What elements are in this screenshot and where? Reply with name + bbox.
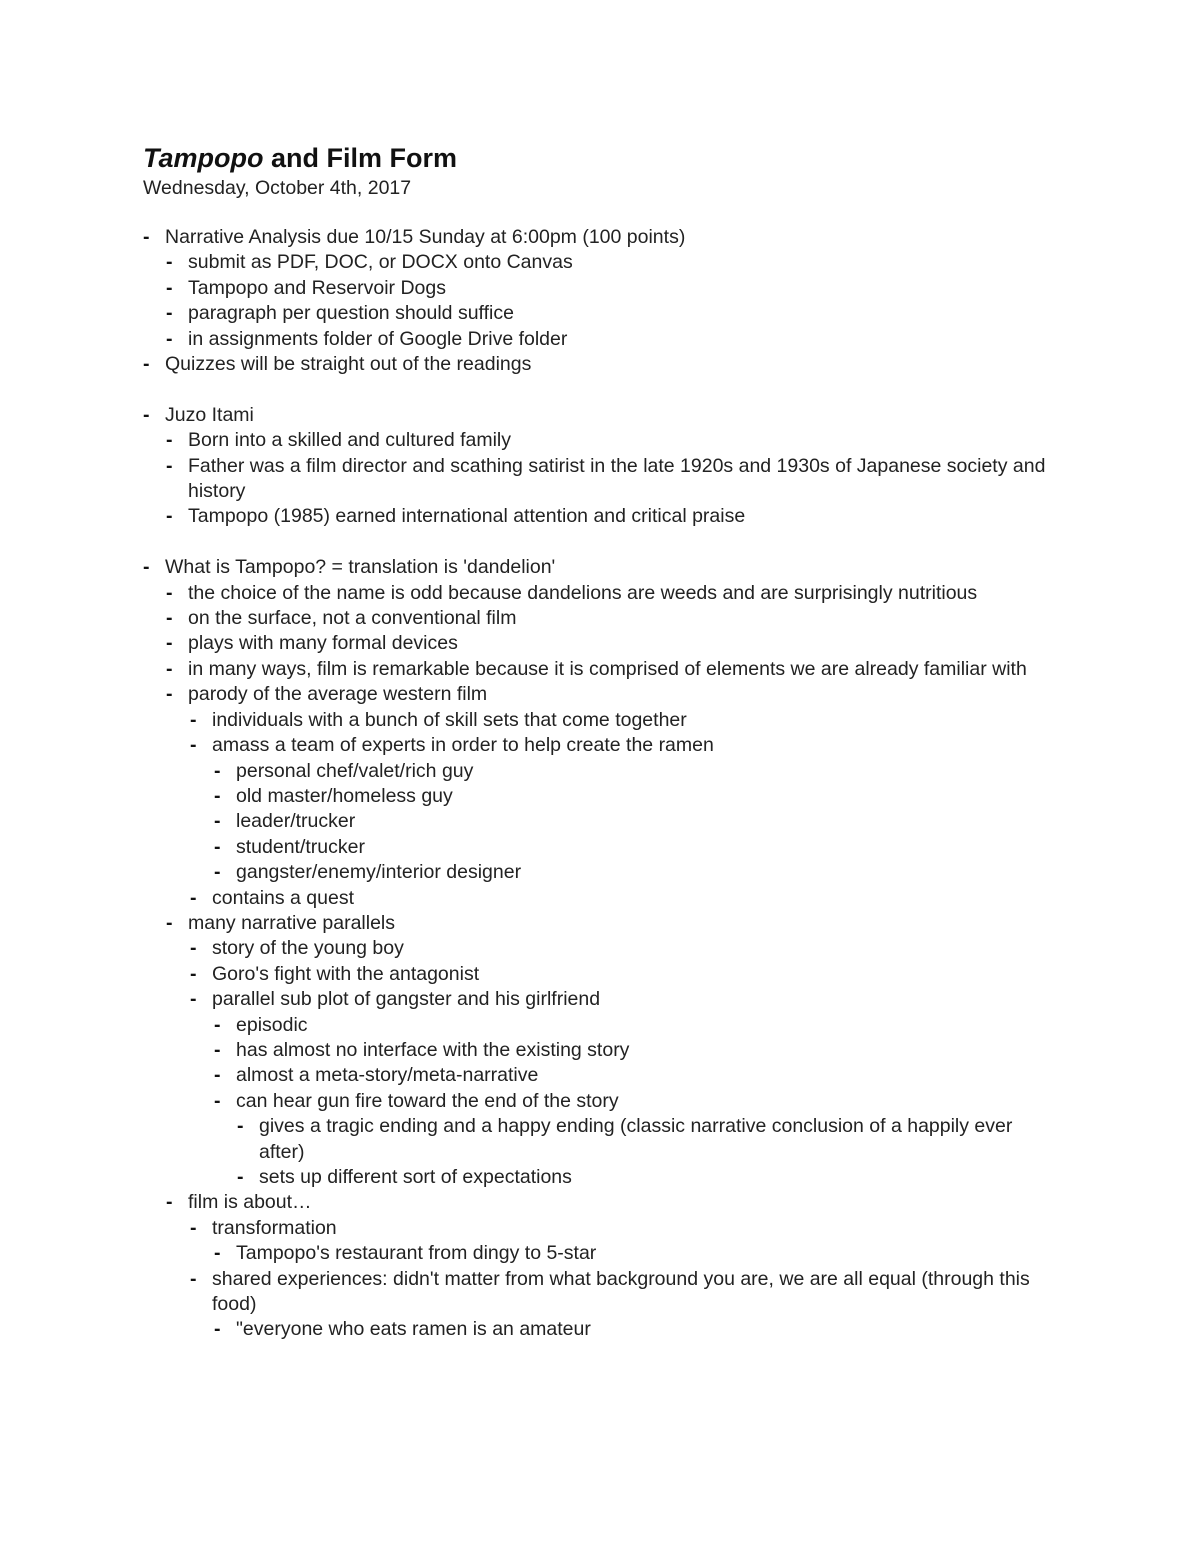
note-item-level-3 (214, 759, 1063, 784)
note-item-text: in assignments folder of Google Drive folder (188, 327, 568, 350)
note-item-text: What is Tampopo? = translation is 'dandelion' (165, 556, 556, 579)
note-item-level-1 (166, 301, 1063, 326)
note-item-text: plays with many formal devices (188, 632, 458, 655)
note-item-text: Goro's fight with the antagonist (212, 962, 480, 985)
bullet-dash-icon: - (166, 581, 173, 604)
note-item-level-4 (237, 1165, 1063, 1190)
note-item-text: Juzo Itami (165, 403, 254, 426)
note-item-level-2 (190, 936, 1063, 961)
note-item-text: Tampopo and Reservoir Dogs (188, 276, 446, 299)
note-item-level-0 (143, 352, 1063, 377)
note-item-level-4 (237, 1114, 1063, 1165)
note-item-level-3 (214, 1038, 1063, 1063)
note-item-text: Narrative Analysis due 10/15 Sunday at 6:00pm (100 points) (165, 226, 686, 248)
note-item-level-2 (190, 708, 1063, 733)
bullet-dash-icon: - (143, 353, 150, 376)
note-item-text: the choice of the name is odd because dandelions are weeds and are surprisingly nutritious (188, 581, 978, 604)
notes-list (143, 225, 1063, 1343)
note-item-text: Born into a skilled and cultured family (188, 429, 511, 452)
note-item-level-2 (190, 962, 1063, 987)
bullet-dash-icon: - (190, 988, 197, 1011)
note-item-level-2 (190, 733, 1063, 758)
bullet-dash-icon: - (143, 403, 150, 426)
note-item-text: submit as PDF, DOC, or DOCX onto Canvas (188, 251, 573, 274)
note-item-level-1 (166, 1190, 1063, 1215)
note-item-text: can hear gun fire toward the end of the story (236, 1089, 619, 1112)
note-item-text: Tampopo (1985) earned international attention and critical praise (188, 505, 746, 528)
note-item-level-3 (214, 860, 1063, 885)
note-item-level-1 (166, 911, 1063, 936)
note-item-level-2 (190, 886, 1063, 911)
bullet-dash-icon: - (166, 302, 173, 325)
note-item-level-1 (166, 657, 1063, 682)
bullet-dash-icon: - (166, 505, 173, 528)
note-item-level-1 (166, 504, 1063, 529)
bullet-dash-icon: - (143, 556, 150, 579)
bullet-dash-icon: - (190, 1267, 197, 1290)
note-item-text: gives a tragic ending and a happy ending (classic narrative conclusion of a happily ever after) (259, 1115, 1013, 1163)
note-item-level-1 (166, 276, 1063, 301)
note-item-level-3 (214, 809, 1063, 834)
note-item-text: has almost no interface with the existing story (236, 1038, 630, 1061)
note-item-level-3 (214, 1317, 1063, 1342)
note-item-level-2 (190, 1267, 1063, 1318)
bullet-dash-icon: - (214, 759, 221, 782)
note-item-text: parody of the average western film (188, 683, 488, 706)
note-item-level-3 (214, 1013, 1063, 1038)
note-item-level-1 (166, 581, 1063, 606)
bullet-dash-icon: - (214, 861, 221, 884)
bullet-dash-icon: - (214, 835, 221, 858)
bullet-dash-icon: - (214, 810, 221, 833)
note-item-text: old master/homeless guy (236, 784, 453, 807)
bullet-dash-icon: - (190, 962, 197, 985)
bullet-dash-icon: - (166, 327, 173, 350)
note-item-text: many narrative parallels (188, 911, 396, 934)
bullet-dash-icon: - (214, 784, 221, 807)
note-item-text: individuals with a bunch of skill sets that come together (212, 708, 687, 731)
note-item-level-0 (143, 555, 1063, 580)
page-title (143, 141, 457, 175)
note-item-text: leader/trucker (236, 810, 356, 833)
bullet-dash-icon: - (190, 1216, 197, 1239)
bullet-dash-icon: - (214, 1089, 221, 1112)
bullet-dash-icon: - (190, 886, 197, 909)
note-item-level-1 (166, 606, 1063, 631)
bullet-dash-icon: - (190, 734, 197, 757)
note-item-text: story of the young boy (212, 937, 404, 960)
bullet-dash-icon: - (214, 1064, 221, 1087)
note-item-text: almost a meta-story/meta-narrative (236, 1064, 539, 1087)
note-item-text: contains a quest (212, 886, 355, 909)
bullet-dash-icon: - (166, 632, 173, 655)
note-item-level-1 (166, 631, 1063, 656)
note-item-level-1 (166, 428, 1063, 453)
bullet-dash-icon: - (190, 708, 197, 731)
bullet-dash-icon: - (166, 251, 173, 274)
note-item-level-3 (214, 1063, 1063, 1088)
note-item-text: Quizzes will be straight out of the readings (165, 353, 532, 376)
bullet-dash-icon: - (190, 937, 197, 960)
note-item-level-1 (166, 250, 1063, 275)
bullet-dash-icon: - (166, 276, 173, 299)
note-item-text: student/trucker (236, 835, 365, 858)
note-item-level-1 (166, 454, 1063, 505)
note-item-text: "everyone who eats ramen is an amateur (236, 1318, 591, 1341)
bullet-dash-icon: - (166, 454, 173, 477)
note-item-level-3 (214, 1089, 1063, 1114)
note-item-level-2 (190, 987, 1063, 1012)
note-item-level-0 (143, 403, 1063, 428)
bullet-dash-icon: - (143, 226, 150, 248)
bullet-dash-icon: - (214, 1038, 221, 1061)
bullet-dash-icon: - (166, 683, 173, 706)
bullet-dash-icon: - (166, 911, 173, 934)
note-item-text: personal chef/valet/rich guy (236, 759, 474, 782)
note-item-level-1 (166, 682, 1063, 707)
note-item-level-0 (143, 225, 1063, 250)
bullet-dash-icon: - (214, 1013, 221, 1036)
note-item-text: transformation (212, 1216, 337, 1239)
note-item-text: shared experiences: didn't matter from what background you are, we are all equal (through this food) (212, 1267, 1030, 1316)
note-item-text: on the surface, not a conventional film (188, 607, 517, 630)
note-item-level-1 (166, 327, 1063, 352)
note-item-text: film is about… (188, 1191, 312, 1214)
note-item-level-3 (214, 835, 1063, 860)
note-item-text: episodic (236, 1013, 308, 1036)
bullet-dash-icon: - (237, 1166, 244, 1188)
bullet-dash-icon: - (166, 1191, 173, 1214)
note-item-text: Tampopo's restaurant from dingy to 5-star (236, 1242, 597, 1265)
bullet-dash-icon: - (166, 429, 173, 452)
note-item-text: gangster/enemy/interior designer (236, 861, 522, 884)
title-film-name: Tampopo (143, 143, 264, 173)
bullet-dash-icon: - (214, 1318, 221, 1341)
bullet-dash-icon: - (214, 1242, 221, 1265)
note-item-level-2 (190, 1216, 1063, 1241)
note-item-text: amass a team of experts in order to help create the ramen (212, 734, 714, 757)
note-item-level-3 (214, 784, 1063, 809)
note-item-text: paragraph per question should suffice (188, 302, 514, 325)
note-item-level-3 (214, 1241, 1063, 1266)
note-item-text: parallel sub plot of gangster and his girlfriend (212, 988, 601, 1011)
note-item-text: sets up different sort of expectations (259, 1166, 572, 1188)
bullet-dash-icon: - (166, 657, 173, 680)
title-rest: and Film Form (263, 143, 458, 173)
note-item-text: in many ways, film is remarkable because it is comprised of elements we are already familiar with (188, 657, 1027, 680)
note-date: Wednesday, October 4th, 2017 (143, 177, 412, 199)
note-item-text: Father was a film director and scathing satirist in the late 1920s and 1930s of Japanese society and history (188, 454, 1046, 503)
bullet-dash-icon: - (237, 1115, 244, 1138)
bullet-dash-icon: - (166, 607, 173, 630)
